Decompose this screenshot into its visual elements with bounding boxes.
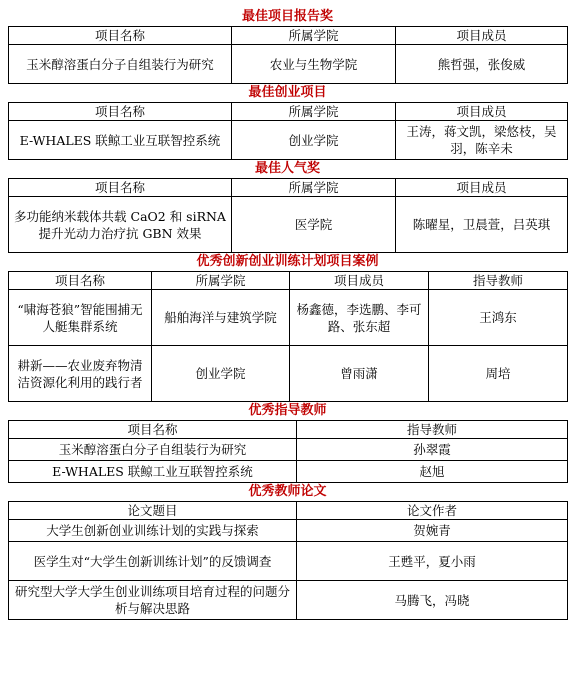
table-header-row — [9, 179, 568, 197]
table-row — [9, 197, 568, 253]
table-best-report — [8, 26, 568, 84]
section-title-excellent-papers: 优秀教师论文 — [248, 484, 327, 499]
table-row — [9, 45, 568, 84]
column-header: 所属学院 — [152, 272, 290, 290]
cell-paper-author: 贺婉青 — [297, 520, 568, 542]
cell-college: 医学院 — [232, 197, 396, 253]
cell-paper-author: 王甦平，夏小雨 — [297, 542, 568, 581]
table-row — [9, 439, 568, 461]
column-header: 指导教师 — [429, 272, 568, 290]
cell-members: 杨鑫德，李选鹏、李可路、张东超 — [290, 290, 429, 346]
cell-project-name: 耕新——农业废弃物清洁资源化利用的践行者 — [9, 346, 152, 402]
cell-paper-title: 大学生创新创业训练计划的实践与探索 — [9, 520, 297, 542]
cell-project-name: E-WHALES 联鲸工业互联智控系统 — [9, 121, 232, 160]
cell-college: 创业学院 — [152, 346, 290, 402]
table-row — [9, 520, 568, 542]
table-excellent-advisors — [8, 420, 568, 483]
awards-document — [8, 8, 567, 620]
table-header-row — [9, 502, 568, 520]
cell-college: 创业学院 — [232, 121, 396, 160]
column-header: 项目名称 — [9, 179, 232, 197]
column-header: 项目名称 — [9, 103, 232, 121]
table-row — [9, 461, 568, 483]
column-header: 项目名称 — [9, 27, 232, 45]
section-title-excellent-cases: 优秀创新创业训练计划项目案例 — [196, 254, 379, 269]
cell-project-name: 玉米醇溶蛋白分子自组装行为研究 — [9, 45, 232, 84]
cell-project-name: E-WHALES 联鲸工业互联智控系统 — [9, 461, 297, 483]
table-row — [9, 581, 568, 620]
cell-members: 曾雨潇 — [290, 346, 429, 402]
column-header: 论文题目 — [9, 502, 297, 520]
column-header: 论文作者 — [297, 502, 568, 520]
column-header: 项目成员 — [290, 272, 429, 290]
cell-paper-title: 研究型大学大学生创业训练项目培育过程的问题分析与解决思路 — [9, 581, 297, 620]
cell-advisor: 王鸿东 — [429, 290, 568, 346]
column-header: 所属学院 — [232, 27, 396, 45]
section-title-best-startup: 最佳创业项目 — [248, 85, 327, 100]
cell-advisor: 孙翠霞 — [297, 439, 568, 461]
column-header: 所属学院 — [232, 103, 396, 121]
column-header: 项目名称 — [9, 421, 297, 439]
cell-members: 陈曜星，卫晨萱，吕英琪 — [396, 197, 568, 253]
table-excellent-cases — [8, 271, 568, 402]
section-title-most-popular: 最佳人气奖 — [254, 161, 320, 176]
table-row — [9, 542, 568, 581]
column-header: 项目成员 — [396, 179, 568, 197]
table-best-startup — [8, 102, 568, 160]
table-header-row — [9, 103, 568, 121]
section-title-best-report: 最佳项目报告奖 — [241, 9, 333, 24]
table-row — [9, 121, 568, 160]
cell-college: 船舶海洋与建筑学院 — [152, 290, 290, 346]
table-header-row — [9, 27, 568, 45]
cell-paper-author: 马腾飞，冯晓 — [297, 581, 568, 620]
cell-advisor: 周培 — [429, 346, 568, 402]
table-most-popular — [8, 178, 568, 253]
column-header: 项目成员 — [396, 103, 568, 121]
section-title-excellent-advisors: 优秀指导教师 — [248, 403, 327, 418]
cell-paper-title: 医学生对“大学生创新训练计划”的反馈调查 — [9, 542, 297, 581]
column-header: 所属学院 — [232, 179, 396, 197]
column-header: 指导教师 — [297, 421, 568, 439]
table-excellent-papers — [8, 501, 568, 620]
table-header-row — [9, 421, 568, 439]
table-row — [9, 290, 568, 346]
table-header-row — [9, 272, 568, 290]
cell-college: 农业与生物学院 — [232, 45, 396, 84]
column-header: 项目名称 — [9, 272, 152, 290]
cell-project-name: 多功能纳米载体共载 CaO2 和 siRNA 提升光动力治疗抗 GBN 效果 — [9, 197, 232, 253]
table-row — [9, 346, 568, 402]
cell-members: 王涛，蒋文凯，梁悠枝，吴羽，陈辛未 — [396, 121, 568, 160]
cell-members: 熊哲强，张俊威 — [396, 45, 568, 84]
cell-advisor: 赵旭 — [297, 461, 568, 483]
cell-project-name: 玉米醇溶蛋白分子自组装行为研究 — [9, 439, 297, 461]
cell-project-name: “啸海苍狼”智能围捕无人艇集群系统 — [9, 290, 152, 346]
column-header: 项目成员 — [396, 27, 568, 45]
